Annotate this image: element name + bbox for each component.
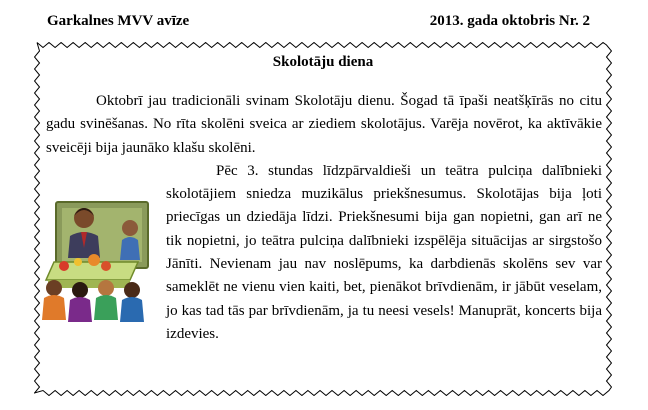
teacher-students-clipart xyxy=(34,196,162,326)
page-header xyxy=(0,0,648,40)
article-body xyxy=(46,90,602,346)
article-title: Skolotāju diena xyxy=(272,54,374,70)
article-paragraph-1: Oktobrī jau tradicionāli svinam Skolotāju dienu. Šogad tā īpaši neatšķīrās no citu gadu svinēšanas. No rīta skolēni sveica ar ziediem skolotājus. Varēja novērot, ka aktīvākie sveicēji bija jaunāko klašu skolēni. xyxy=(46,93,602,156)
publication-name: Garkalnes MVV avīze xyxy=(47,13,190,29)
issue-info: 2013. gada oktobris Nr. 2 xyxy=(429,13,590,29)
article-frame xyxy=(34,42,612,396)
article-paragraph-2: Pēc 3. stundas līdzpārvaldieši un teātra pulciņa dalībnieki skolotājiem sniedza muzikālus priekšnesumus. Skolotājas bija ļoti priecīgas un dziedāja līdzi. Priekšnesumi bija gan nopietni, gan arī ne tik nopietni, jo teātra pulciņa dalībnieki izspēlēja situācijas ar sirgstošo Jānīti. Nevienam jau nav noslēpums, ka darbdienās skolēns sev var sameklēt ne vienu vien kaiti, bet, pienākot brīvdienām, ir jābūt veselam, jo kas tad tās par brīvdienām, ja tu neesi vesels! Manuprāt, koncerts bija izdevies. xyxy=(166,162,602,342)
